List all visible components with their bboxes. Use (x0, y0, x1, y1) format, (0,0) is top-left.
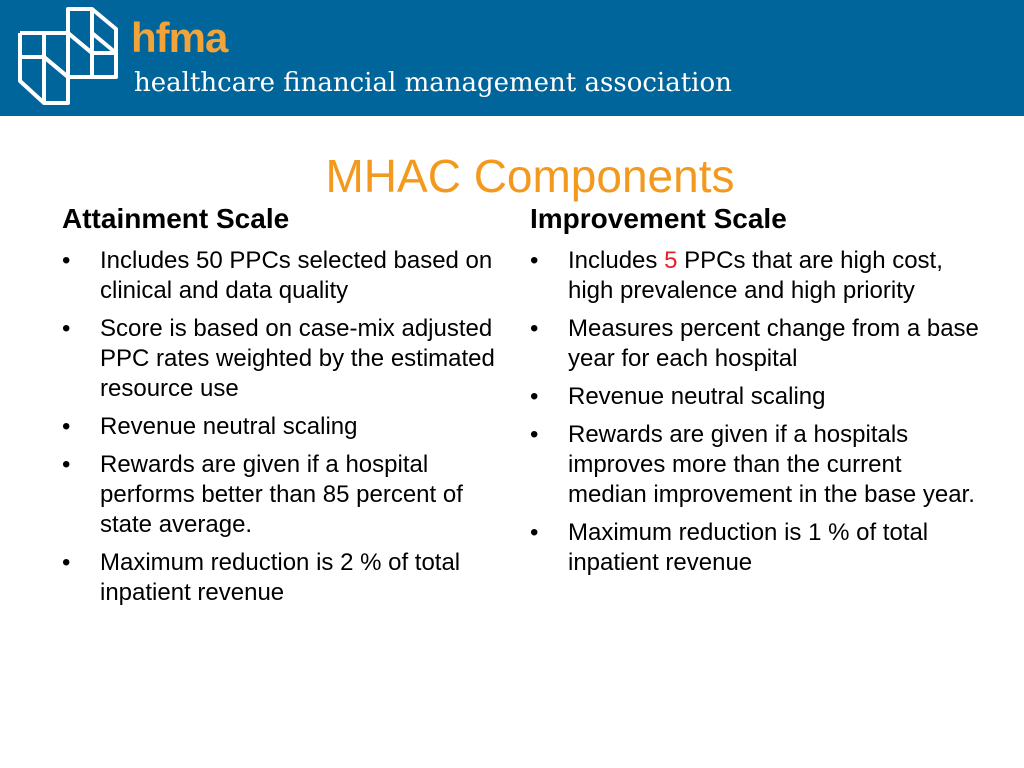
list-item: • Rewards are given if a hospitals improves more than the current median improvement in the base year. (530, 421, 975, 508)
list-item: • Maximum reduction is 2 % of total inpatient revenue (62, 549, 461, 606)
logo-abbreviation: hfma (131, 14, 228, 61)
list-item: • Revenue neutral scaling (62, 413, 358, 440)
bullet-icon: • (530, 315, 539, 342)
bullet-icon: • (530, 383, 539, 410)
list-item: • Maximum reduction is 1 % of total inpatient revenue (530, 519, 929, 576)
attainment-scale-column (62, 200, 502, 616)
bullet-icon: • (62, 315, 71, 342)
attainment-bullet-list (62, 246, 502, 608)
bullet-icon: • (530, 421, 539, 448)
list-item: • Includes 5 PPCs that are high cost, high prevalence and high priority (530, 247, 943, 304)
header-banner (0, 0, 1024, 116)
bullet-icon: • (62, 451, 71, 478)
highlighted-count: 5 (664, 247, 678, 274)
improvement-scale-column (530, 200, 980, 586)
list-item: • Measures percent change from a base year for each hospital (530, 315, 979, 372)
improvement-scale-heading: Improvement Scale (530, 203, 787, 234)
bullet-icon: • (530, 247, 539, 274)
bullet-icon: • (530, 519, 539, 546)
bullet-icon: • (62, 247, 71, 274)
list-item: • Revenue neutral scaling (530, 383, 826, 410)
bullet-icon: • (62, 549, 71, 576)
list-item: • Score is based on case-mix adjusted PPC rates weighted by the estimated resource use (62, 315, 495, 402)
list-item: • Rewards are given if a hospital performs better than 85 percent of state average. (62, 451, 463, 538)
logo-organization-name: healthcare financial management association (134, 68, 732, 98)
slide-title: MHAC Components (325, 150, 735, 202)
bullet-icon: • (62, 413, 71, 440)
interlocking-cubes-logo-icon (12, 5, 124, 109)
improvement-bullet-list (530, 246, 980, 578)
attainment-scale-heading: Attainment Scale (62, 203, 290, 234)
list-item: • Includes 50 PPCs selected based on clinical and data quality (62, 247, 493, 304)
